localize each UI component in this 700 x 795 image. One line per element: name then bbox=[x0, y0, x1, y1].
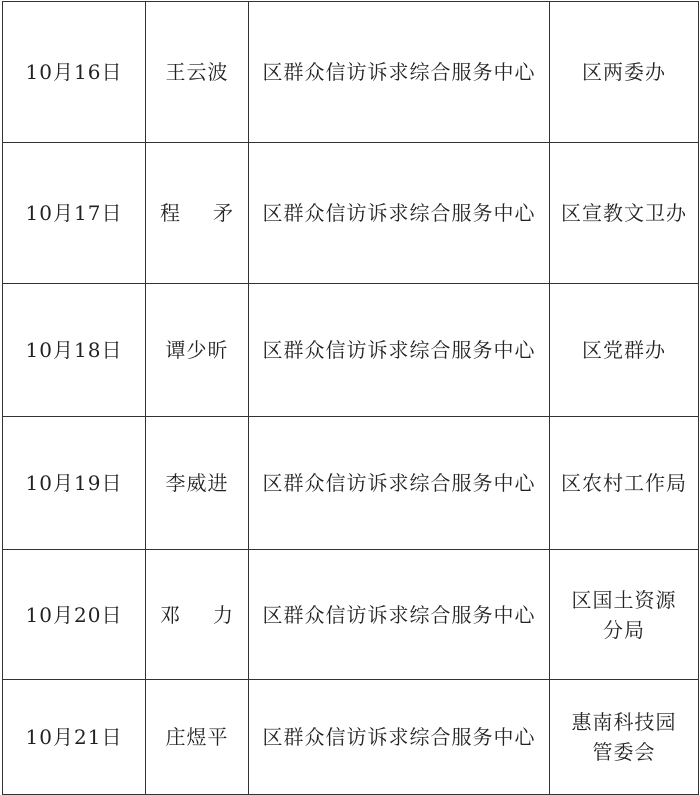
place-cell: 区群众信访诉求综合服务中心 bbox=[249, 143, 550, 284]
date-cell: 10月20日 bbox=[3, 550, 146, 680]
name-part: 力 bbox=[213, 602, 234, 627]
unit-cell: 区党群办 bbox=[550, 284, 699, 417]
table-row bbox=[3, 550, 699, 680]
table-row bbox=[3, 417, 699, 550]
unit-cell bbox=[550, 680, 699, 795]
place-cell: 区群众信访诉求综合服务中心 bbox=[249, 550, 550, 680]
table-row bbox=[3, 2, 699, 143]
date-cell: 10月16日 bbox=[3, 2, 146, 143]
name-cell bbox=[146, 550, 249, 680]
name-part: 邓 bbox=[160, 602, 181, 627]
duty-schedule-table bbox=[2, 1, 699, 795]
name-part: 矛 bbox=[213, 201, 234, 225]
unit-cell: 区宣教文卫办 bbox=[550, 143, 699, 284]
date-cell: 10月21日 bbox=[3, 680, 146, 795]
name-cell: 李威进 bbox=[146, 417, 249, 550]
unit-text: 惠南科技园管委会 bbox=[571, 710, 677, 764]
name-cell: 谭少昕 bbox=[146, 284, 249, 417]
date-cell: 10月18日 bbox=[3, 284, 146, 417]
unit-cell: 区两委办 bbox=[550, 2, 699, 143]
unit-text: 区国土资源分局 bbox=[571, 587, 677, 642]
date-cell: 10月19日 bbox=[3, 417, 146, 550]
name-part: 程 bbox=[160, 201, 181, 225]
unit-cell bbox=[550, 550, 699, 680]
table-row bbox=[3, 284, 699, 417]
place-cell: 区群众信访诉求综合服务中心 bbox=[249, 417, 550, 550]
place-cell: 区群众信访诉求综合服务中心 bbox=[249, 284, 550, 417]
unit-cell: 区农村工作局 bbox=[550, 417, 699, 550]
place-cell: 区群众信访诉求综合服务中心 bbox=[249, 2, 550, 143]
table-row bbox=[3, 680, 699, 795]
name-cell: 庄煜平 bbox=[146, 680, 249, 795]
name-cell: 王云波 bbox=[146, 2, 249, 143]
name-cell bbox=[146, 143, 249, 284]
date-cell: 10月17日 bbox=[3, 143, 146, 284]
table-row bbox=[3, 143, 699, 284]
place-cell: 区群众信访诉求综合服务中心 bbox=[249, 680, 550, 795]
